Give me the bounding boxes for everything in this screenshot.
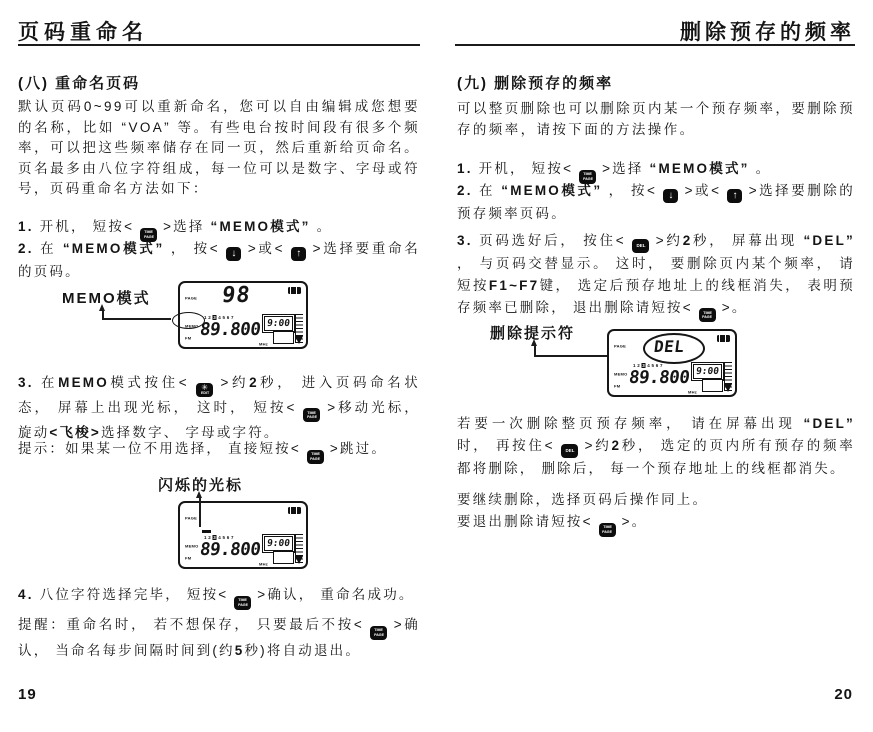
time-page-key-icon: TIME PAGE <box>307 450 324 464</box>
preset-digit: 4 <box>647 363 650 368</box>
signal-meter-icon <box>295 314 303 343</box>
header-rule-right <box>455 44 855 46</box>
lcd-page-label: PAGE <box>185 295 198 301</box>
page-number-right: 20 <box>834 686 853 703</box>
lcd-display <box>607 329 737 397</box>
preset-digit: 6 <box>655 363 659 368</box>
preset-frame-box <box>273 551 294 564</box>
lcd-page-number: 98 <box>220 283 253 308</box>
preset-digit: 1 <box>633 363 636 368</box>
time-page-key-icon: TIME PAGE <box>370 626 387 640</box>
time-page-key-icon: TIME PAGE <box>234 596 251 610</box>
down-key-icon: ↓ <box>663 189 678 203</box>
figure-blinking-cursor <box>0 474 436 574</box>
section-heading-left: (八) 重命名页码 <box>18 75 141 92</box>
signal-meter-icon <box>724 362 732 391</box>
step-2: 2. 在 “MEMO模式” ， 按< ↓ >或< ↑ >选择要重命名的页码。 <box>18 241 421 279</box>
step-2: 2. 在 “MEMO模式” ， 按< ↓ >或< ↑ >选择要删除的预存频率页码。 <box>457 183 855 221</box>
step-1: 1. 开机， 短按< TIME PAGE >选择 “MEMO模式” 。 <box>457 158 855 184</box>
step-3: 3. 在MEMO模式按住< ✳ EDIT >约2秒， 进入页码命名状态， 屏幕上出现光标， 这时， 短按< TIME PAGE >移动光标， 旋动<飞梭>选择数字、 字母或字符。 <box>18 375 420 441</box>
intro-paragraph-right: 可以整页删除也可以删除页内某一个预存频率，要删除预存的频率，请按下面的方法操作。 <box>457 101 855 137</box>
time-page-key-icon: TIME PAGE <box>699 308 716 322</box>
clock-box: 9:00 <box>264 316 293 331</box>
page-title-left: 页码重命名 <box>18 21 148 44</box>
preset-digit: 3 <box>213 535 216 540</box>
figure-memo-mode <box>0 281 436 373</box>
lcd-frequency: 89.800 <box>198 540 262 560</box>
blinking-cursor <box>202 530 211 533</box>
continue-line: 要继续删除，选择页码后操作同上。 <box>457 492 709 507</box>
del-key-icon: DEL <box>561 444 578 458</box>
figure-label-del: 删除提示符 <box>490 325 576 342</box>
lcd-display <box>178 501 308 569</box>
preset-digit: 5 <box>222 535 226 540</box>
lcd-frequency: 89.800 <box>627 368 691 388</box>
clock-box: 9:00 <box>693 364 722 379</box>
page-number-left: 19 <box>18 686 37 703</box>
section-heading-right: (九) 删除预存的频率 <box>457 75 614 92</box>
signal-meter-icon <box>295 534 303 563</box>
preset-digit: 6 <box>226 535 230 540</box>
battery-icon <box>288 287 301 294</box>
exit-line: 要退出删除请短按< TIME PAGE >。 <box>457 511 855 537</box>
lcd-mhz-label: MHz <box>259 561 268 567</box>
page-title-right: 删除预存的频率 <box>680 21 855 44</box>
lcd-memo-label: MEMO <box>185 543 199 549</box>
lcd-frequency: 89.800 <box>198 320 262 340</box>
figure-label-memo-mode: MEMO模式 <box>62 290 151 307</box>
battery-icon <box>288 507 301 514</box>
lcd-fm-label: FM <box>614 383 621 389</box>
down-key-icon: ↓ <box>226 247 241 261</box>
callout-line <box>199 497 201 527</box>
preset-frame-box <box>702 379 723 392</box>
lcd-mhz-label: MHz <box>259 341 268 347</box>
preset-digit: 7 <box>231 535 234 540</box>
up-key-icon: ↑ <box>727 189 742 203</box>
del-key-icon: DEL <box>632 239 649 253</box>
preset-digit: 4 <box>218 315 221 320</box>
lcd-page-label: PAGE <box>614 343 627 349</box>
clock-box: 9:00 <box>264 536 293 551</box>
tip-line: 提示：如果某一位不用选择， 直接短按< TIME PAGE >跳过。 <box>18 438 420 464</box>
edit-key-icon: ✳ EDIT <box>196 383 213 397</box>
time-page-key-icon: TIME PAGE <box>140 228 157 242</box>
lcd-memo-label: MEMO <box>614 371 628 377</box>
delete-all-paragraph: 若要一次删除整页预存频率， 请在屏幕出现 “DEL” 时， 再按住< DEL >约2秒， 选定的页内所有预存的频率都将删除， 删除后， 每一个预存地址上的线框都消失。 <box>457 416 855 476</box>
manual-page-right <box>457 0 855 732</box>
preset-digit: 3 <box>213 315 216 320</box>
figure-label-cursor: 闪烁的光标 <box>158 477 244 494</box>
preset-digit: 7 <box>660 363 663 368</box>
preset-digit: 7 <box>231 315 234 320</box>
callout-line <box>534 355 607 357</box>
figure-del-indicator <box>457 322 855 404</box>
intro-paragraph-left: 默认页码0~99可以重新命名，您可以自由编辑成您想要的名称，比如 “VOA” 等。有些电台按时间段有很多个频率，可以把这些频率储存在同一页，然后重新给页命名。页名最多由八位字符组成，每一位可以是数字、字母或符号，页码重命名方法如下： <box>18 99 420 196</box>
preset-digit: 4 <box>218 535 221 540</box>
lcd-del-indicator: DEL <box>652 337 686 356</box>
preset-digit: 6 <box>226 315 230 320</box>
lcd-mhz-label: MHz <box>688 389 697 395</box>
step-1: 1. 开机， 短按< TIME PAGE >选择 “MEMO模式” 。 <box>18 216 420 242</box>
preset-digit: 2 <box>637 363 640 368</box>
lcd-fm-label: FM <box>185 555 192 561</box>
preset-digit: 3 <box>642 363 645 368</box>
step-4: 4. 八位字符选择完毕， 短按< TIME PAGE >确认， 重命名成功。 <box>18 584 420 610</box>
header-rule-left <box>18 44 420 46</box>
battery-icon <box>717 335 730 342</box>
lcd-page-label: PAGE <box>185 515 198 521</box>
lcd-display <box>178 281 308 349</box>
preset-digit: 5 <box>651 363 655 368</box>
step-3: 3. 页码选好后， 按住< DEL >约2秒， 屏幕出现 “DEL” ， 与页码交替显示。 这时， 要删除页内某个频率， 请短按F1~F7键， 选定后预存地址上的线框消失， 表明预存频率已删除， 退出删除请短按< TIME PAGE >。 <box>457 230 855 322</box>
preset-frame-box <box>273 331 294 344</box>
preset-digit: 2 <box>208 535 211 540</box>
lcd-memo-label: MEMO <box>185 323 199 329</box>
time-page-key-icon: TIME PAGE <box>599 523 616 537</box>
preset-digit: 5 <box>222 315 226 320</box>
reminder-paragraph: 提醒：重命名时， 若不想保存， 只要最后不按< TIME PAGE >确认， 当命名每步间隔时间到(约5秒)将自动退出。 <box>18 617 420 658</box>
preset-digit: 2 <box>208 315 211 320</box>
lcd-fm-label: FM <box>185 335 192 341</box>
preset-digit: 1 <box>204 535 207 540</box>
time-page-key-icon: TIME PAGE <box>303 408 320 422</box>
time-page-key-icon: TIME PAGE <box>579 170 596 184</box>
manual-page-left <box>0 0 436 732</box>
preset-digit: 1 <box>204 315 207 320</box>
up-key-icon: ↑ <box>291 247 306 261</box>
callout-line <box>102 318 171 320</box>
